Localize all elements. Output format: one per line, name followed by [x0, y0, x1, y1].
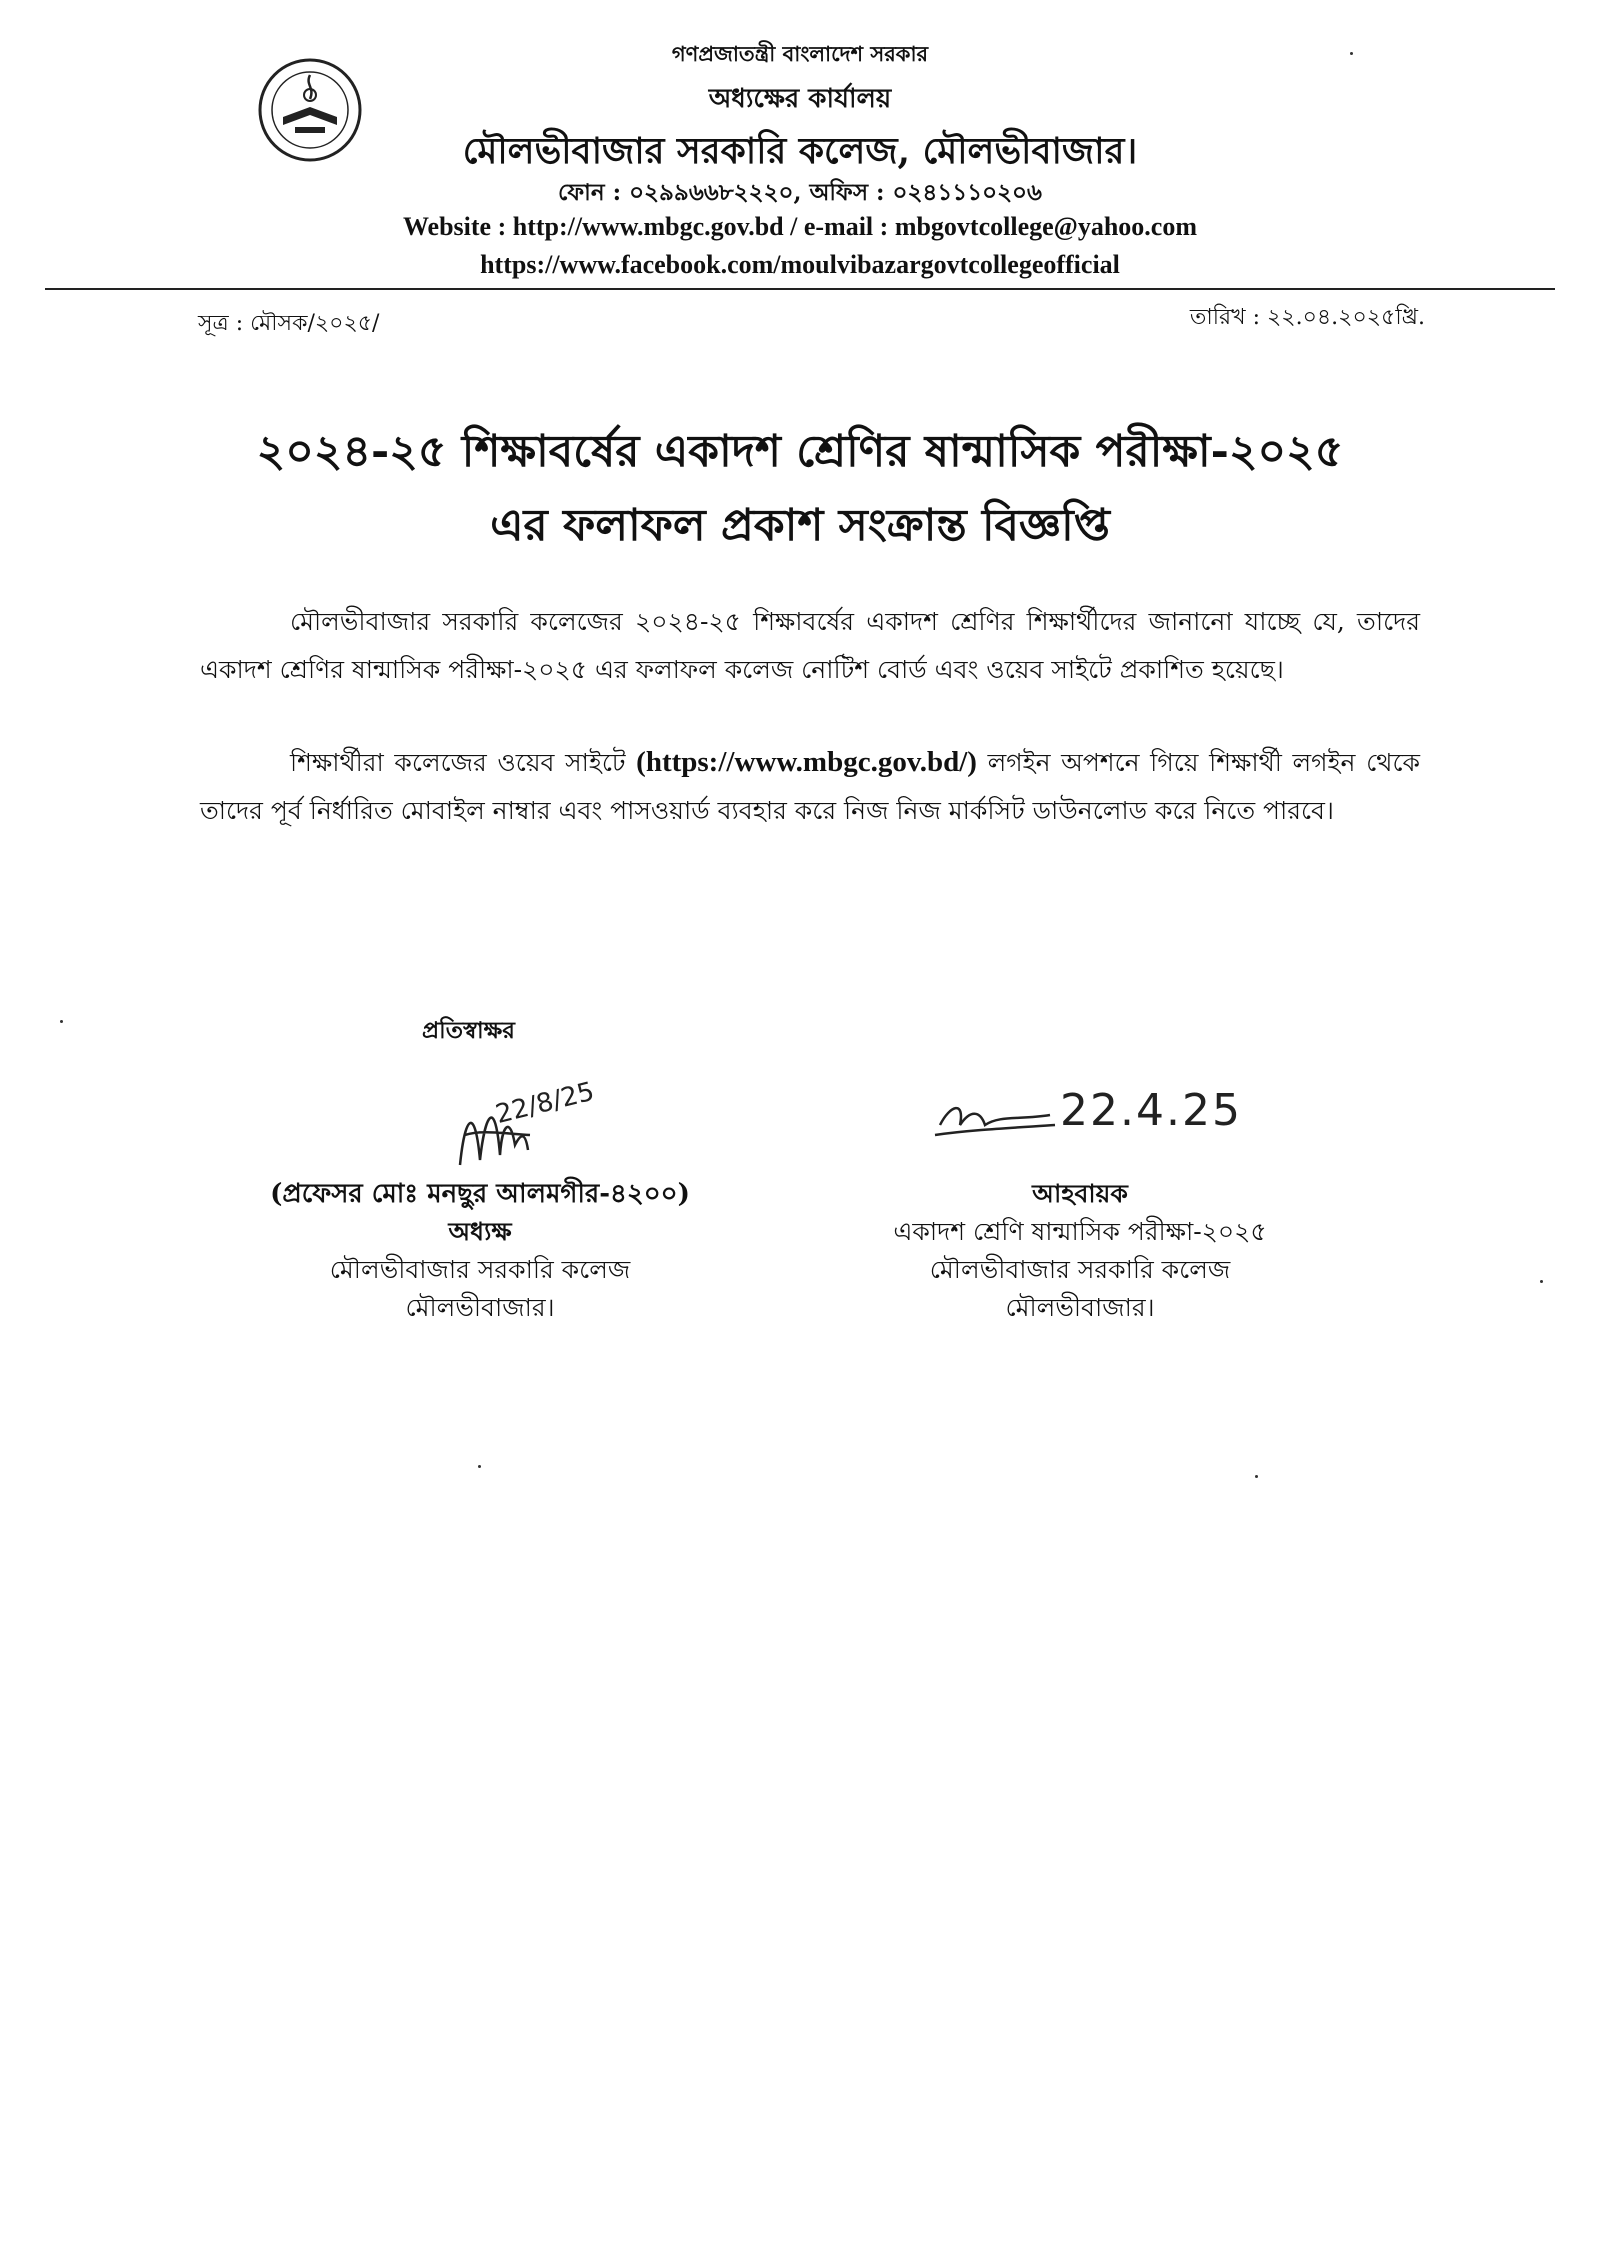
- convener-committee: একাদশ শ্রেণি ষান্মাসিক পরীক্ষা-২০২৫: [893, 1217, 1267, 1246]
- office-heading: অধ্যক্ষের কার্যালয়: [708, 84, 892, 114]
- principal-designation: অধ্যক্ষ: [448, 1217, 512, 1246]
- scan-speck: [60, 1020, 63, 1023]
- government-heading: গণপ্রজাতন্ত্রী বাংলাদেশ সরকার: [671, 41, 929, 66]
- principal-signature-block: [240, 1175, 720, 1327]
- paragraph-2-lead: শিক্ষার্থীরা কলেজের ওয়েব সাইটে: [290, 748, 637, 777]
- convener-place: মৌলভীবাজার।: [1005, 1293, 1155, 1322]
- header-divider: [45, 288, 1555, 290]
- scan-speck: [1255, 1475, 1258, 1478]
- scan-speck: [478, 1465, 481, 1468]
- convener-organization: মৌলভীবাজার সরকারি কলেজ: [929, 1255, 1231, 1284]
- issue-date: তারিখ : ২২.০৪.২০২৫খ্রি.: [1189, 305, 1425, 330]
- notice-title-line-1: ২০২৪-২৫ শিক্ষাবর্ষের একাদশ শ্রেণির ষান্মাসিক পরীক্ষা-২০২৫: [256, 426, 1344, 477]
- principal-name: (প্রফেসর মোঃ মনছুর আলমগীর-৪২০০): [270, 1179, 690, 1209]
- countersign-label: প্রতিস্বাক্ষর: [422, 1017, 515, 1044]
- scan-speck: [1540, 1280, 1543, 1283]
- body-paragraph-2: [200, 738, 1420, 835]
- convener-designation: আহবায়ক: [1032, 1179, 1128, 1208]
- college-name: মৌলভীবাজার সরকারি কলেজ, মৌলভীবাজার।: [462, 130, 1138, 172]
- principal-place: মৌলভীবাজার।: [405, 1293, 555, 1322]
- notice-title-line-2: এর ফলাফল প্রকাশ সংক্রান্ত বিজ্ঞপ্তি: [490, 500, 1110, 551]
- scan-speck: [1350, 52, 1353, 55]
- convener-signature-icon: [930, 1080, 1060, 1150]
- website-email-line: Website : http://www.mbgc.gov.bd / e-mail : mbgovtcollege@yahoo.com: [402, 212, 1197, 241]
- convener-signature-date: 22.4.25: [1060, 1085, 1242, 1136]
- phone-line: ফোন : ০২৯৯৬৬৮২২২০, অফিস : ০২৪১১১০২০৬: [558, 179, 1042, 206]
- body-paragraph-1: মৌলভীবাজার সরকারি কলেজের ২০২৪-২৫ শিক্ষাবর্ষের একাদশ শ্রেণির শিক্ষার্থীদের জানানো যাচ্ছে যে, তাদের একাদশ শ্রেণির ষান্মাসিক পরীক্ষা-২০২৫ এর ফলাফল কলেজ নোটিশ বোর্ড এবং ওয়েব সাইটে প্রকাশিত হয়েছে।: [200, 607, 1420, 684]
- paragraph-2-rest: লগইন অপশনে গিয়ে শিক্ষার্থী লগইন থেকে তাদের পূর্ব নির্ধারিত মোবাইল নাম্বার এবং পাসওয়ার্ড ব্যবহার করে নিজ নিজ মার্কসিট ডাউনলোড করে নিতে পারবে।: [200, 748, 1420, 825]
- reference-number: সূত্র : মৌসক/২০২৫/: [198, 311, 380, 336]
- college-website-link: (https://www.mbgc.gov.bd/): [636, 746, 977, 778]
- convener-signature-block: [820, 1175, 1340, 1327]
- principal-organization: মৌলভীবাজার সরকারি কলেজ: [329, 1255, 631, 1284]
- principal-signature-date: 22/8/25: [492, 1076, 598, 1130]
- facebook-link: https://www.facebook.com/moulvibazargovtcollegeofficial: [480, 250, 1120, 279]
